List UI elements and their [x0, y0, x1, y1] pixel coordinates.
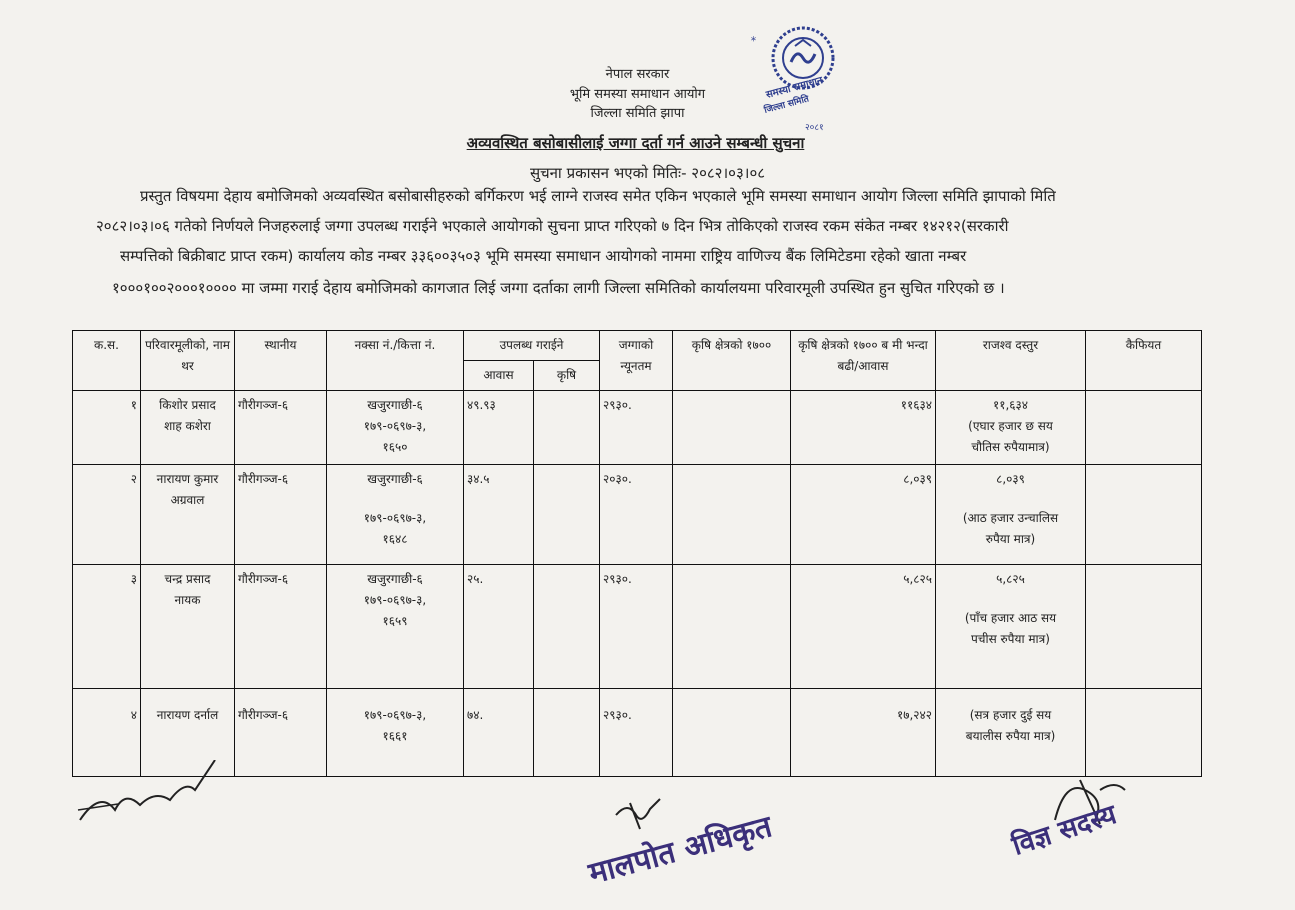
svg-text:*: * [748, 34, 763, 46]
cell-agri1700 [673, 689, 791, 777]
cell-more: ११६३४ [791, 391, 936, 465]
cell-remarks [1086, 689, 1202, 777]
cell-revenue: ५,८२५ (पाँच हजार आठ सय पचीस रुपैया मात्र) [936, 565, 1086, 689]
cell-more: ५,८२५ [791, 565, 936, 689]
cell-more: ८,०३९ [791, 465, 936, 565]
body-line-1: प्रस्तुत विषयमा देहाय बमोजिमको अव्यवस्थित बसोबासीहरुको बर्गिकरण भई लाग्ने राजस्व समेत एकिन भएकाले भूमि समस्या समाधान आयोग जिल्ला समिति झापाको मिति [140, 187, 1056, 205]
cell-map: खजुरगाछी-६ १७९-०६९७-३, १६५० [327, 391, 464, 465]
cell-min: २९३०. [600, 565, 673, 689]
cell-local: गौरीगञ्ज-६ [235, 689, 327, 777]
signature-middle [610, 795, 670, 835]
publish-date: सुचना प्रकासन भएको मितिः- २०८२।०३।०८ [529, 164, 766, 182]
svg-text:समस्या समाधान: समस्या समाधान [764, 75, 824, 101]
cell-sn: ४ [73, 689, 141, 777]
cell-housing: ४९.९३ [464, 391, 534, 465]
body-line-3: सम्पत्तिको बिक्रीबाट प्राप्त रकम) कार्यालय कोड नम्बर ३३६००३५०३ भूमि समस्या समाधान आयोगको नाममा राष्ट्रिय वाणिज्य बैंक लिमिटेडमा रहेको खाता नम्बर [120, 247, 967, 265]
cell-min: २९३०. [600, 391, 673, 465]
cell-housing: ३४.५ [464, 465, 534, 565]
cell-agri1700 [673, 565, 791, 689]
header-min: जग्गाको न्यूनतम [600, 331, 673, 391]
cell-map: १७९-०६९७-३, १६६१ [327, 689, 464, 777]
header-revenue: राजश्व दस्तुर [936, 331, 1086, 391]
header-agri1700-more: कृषि क्षेत्रको १७०० ब मी भन्दा बढी/आवास [791, 331, 936, 391]
cell-sn: २ [73, 465, 141, 565]
cell-more: १७,२४२ [791, 689, 936, 777]
cell-housing: २५. [464, 565, 534, 689]
header-agri1700: कृषि क्षेत्रको १७०० [673, 331, 791, 391]
svg-text:२०८१: २०८१ [805, 123, 824, 133]
table-row [73, 689, 1202, 777]
applicants-table [72, 330, 1202, 777]
cell-housing: ७४. [464, 689, 534, 777]
cell-local: गौरीगञ्ज-६ [235, 465, 327, 565]
cell-local: गौरीगञ्ज-६ [235, 565, 327, 689]
cell-agri1700 [673, 465, 791, 565]
signature-left [70, 760, 230, 830]
cell-min: २०३०. [600, 465, 673, 565]
official-seal [745, 18, 860, 133]
table-row [73, 391, 1202, 465]
header-local: स्थानीय [235, 331, 327, 391]
header-remarks: कैफियत [1086, 331, 1202, 391]
notice-title: अव्यवस्थित बसोबासीलाई जग्गा दर्ता गर्न आउने सम्बन्धी सुचना [466, 134, 805, 152]
cell-min: २९३०. [600, 689, 673, 777]
header-sn: क.स. [73, 331, 141, 391]
cell-sn: १ [73, 391, 141, 465]
header-housing: आवास [464, 361, 534, 391]
cell-map: खजुरगाछी-६ १७९-०६९७-३, १६५९ [327, 565, 464, 689]
header-district: जिल्ला समिति झापा [590, 106, 685, 121]
cell-revenue: ८,०३९ (आठ हजार उन्चालिस रुपैया मात्र) [936, 465, 1086, 565]
cell-remarks [1086, 565, 1202, 689]
header-commission: भूमि समस्या समाधान आयोग [569, 87, 706, 102]
cell-sn: ३ [73, 565, 141, 689]
cell-agri [534, 391, 600, 465]
cell-name: चन्द्र प्रसाद नायक [141, 565, 235, 689]
header-available: उपलब्ध गराईने [464, 331, 600, 361]
body-line-2: २०८२।०३।०६ गतेको निर्णयले निजहरुलाई जग्गा उपलब्ध गराईने भएकाले आयोगको सुचना प्राप्त गरिएको ७ दिन भित्र तोकिएको राजस्व रकम संकेत नम्बर १४२१२(सरकारी [96, 217, 1009, 235]
stamp-expert-member: विज्ञ सदस्य [1008, 799, 1121, 862]
stamp-land-revenue-officer: मालपोत अधिकृत [585, 809, 776, 892]
table-row [73, 465, 1202, 565]
header-gov: नेपाल सरकार [605, 67, 670, 82]
header-name: परिवारमूलीको, नाम थर [141, 331, 235, 391]
cell-agri [534, 689, 600, 777]
cell-agri1700 [673, 391, 791, 465]
cell-local: गौरीगञ्ज-६ [235, 391, 327, 465]
cell-remarks [1086, 391, 1202, 465]
header-map: नक्सा नं./कित्ता नं. [327, 331, 464, 391]
cell-revenue: (सत्र हजार दुई सय बयालीस रुपैया मात्र) [936, 689, 1086, 777]
cell-remarks [1086, 465, 1202, 565]
body-line-4: १०००१००२०००१०००० मा जम्मा गराई देहाय बमोजिमको कागजात लिई जग्गा दर्ताका लागी जिल्ला समितिको कार्यालयमा परिवारमूली उपस्थित हुन सुचित गरिएको छ । [112, 279, 1005, 297]
cell-agri [534, 465, 600, 565]
header-agri: कृषि [534, 361, 600, 391]
cell-name: किशोर प्रसाद शाह कशेरा [141, 391, 235, 465]
cell-revenue: ११,६३४ (एघार हजार छ सय चौतिस रुपैयामात्र) [936, 391, 1086, 465]
table-row [73, 565, 1202, 689]
cell-name: नारायण दर्नाल [141, 689, 235, 777]
cell-name: नारायण कुमार अग्रवाल [141, 465, 235, 565]
cell-map: खजुरगाछी-६ १७९-०६९७-३, १६४८ [327, 465, 464, 565]
svg-text:जिल्ला समिति: जिल्ला समिति [763, 94, 811, 116]
cell-agri [534, 565, 600, 689]
